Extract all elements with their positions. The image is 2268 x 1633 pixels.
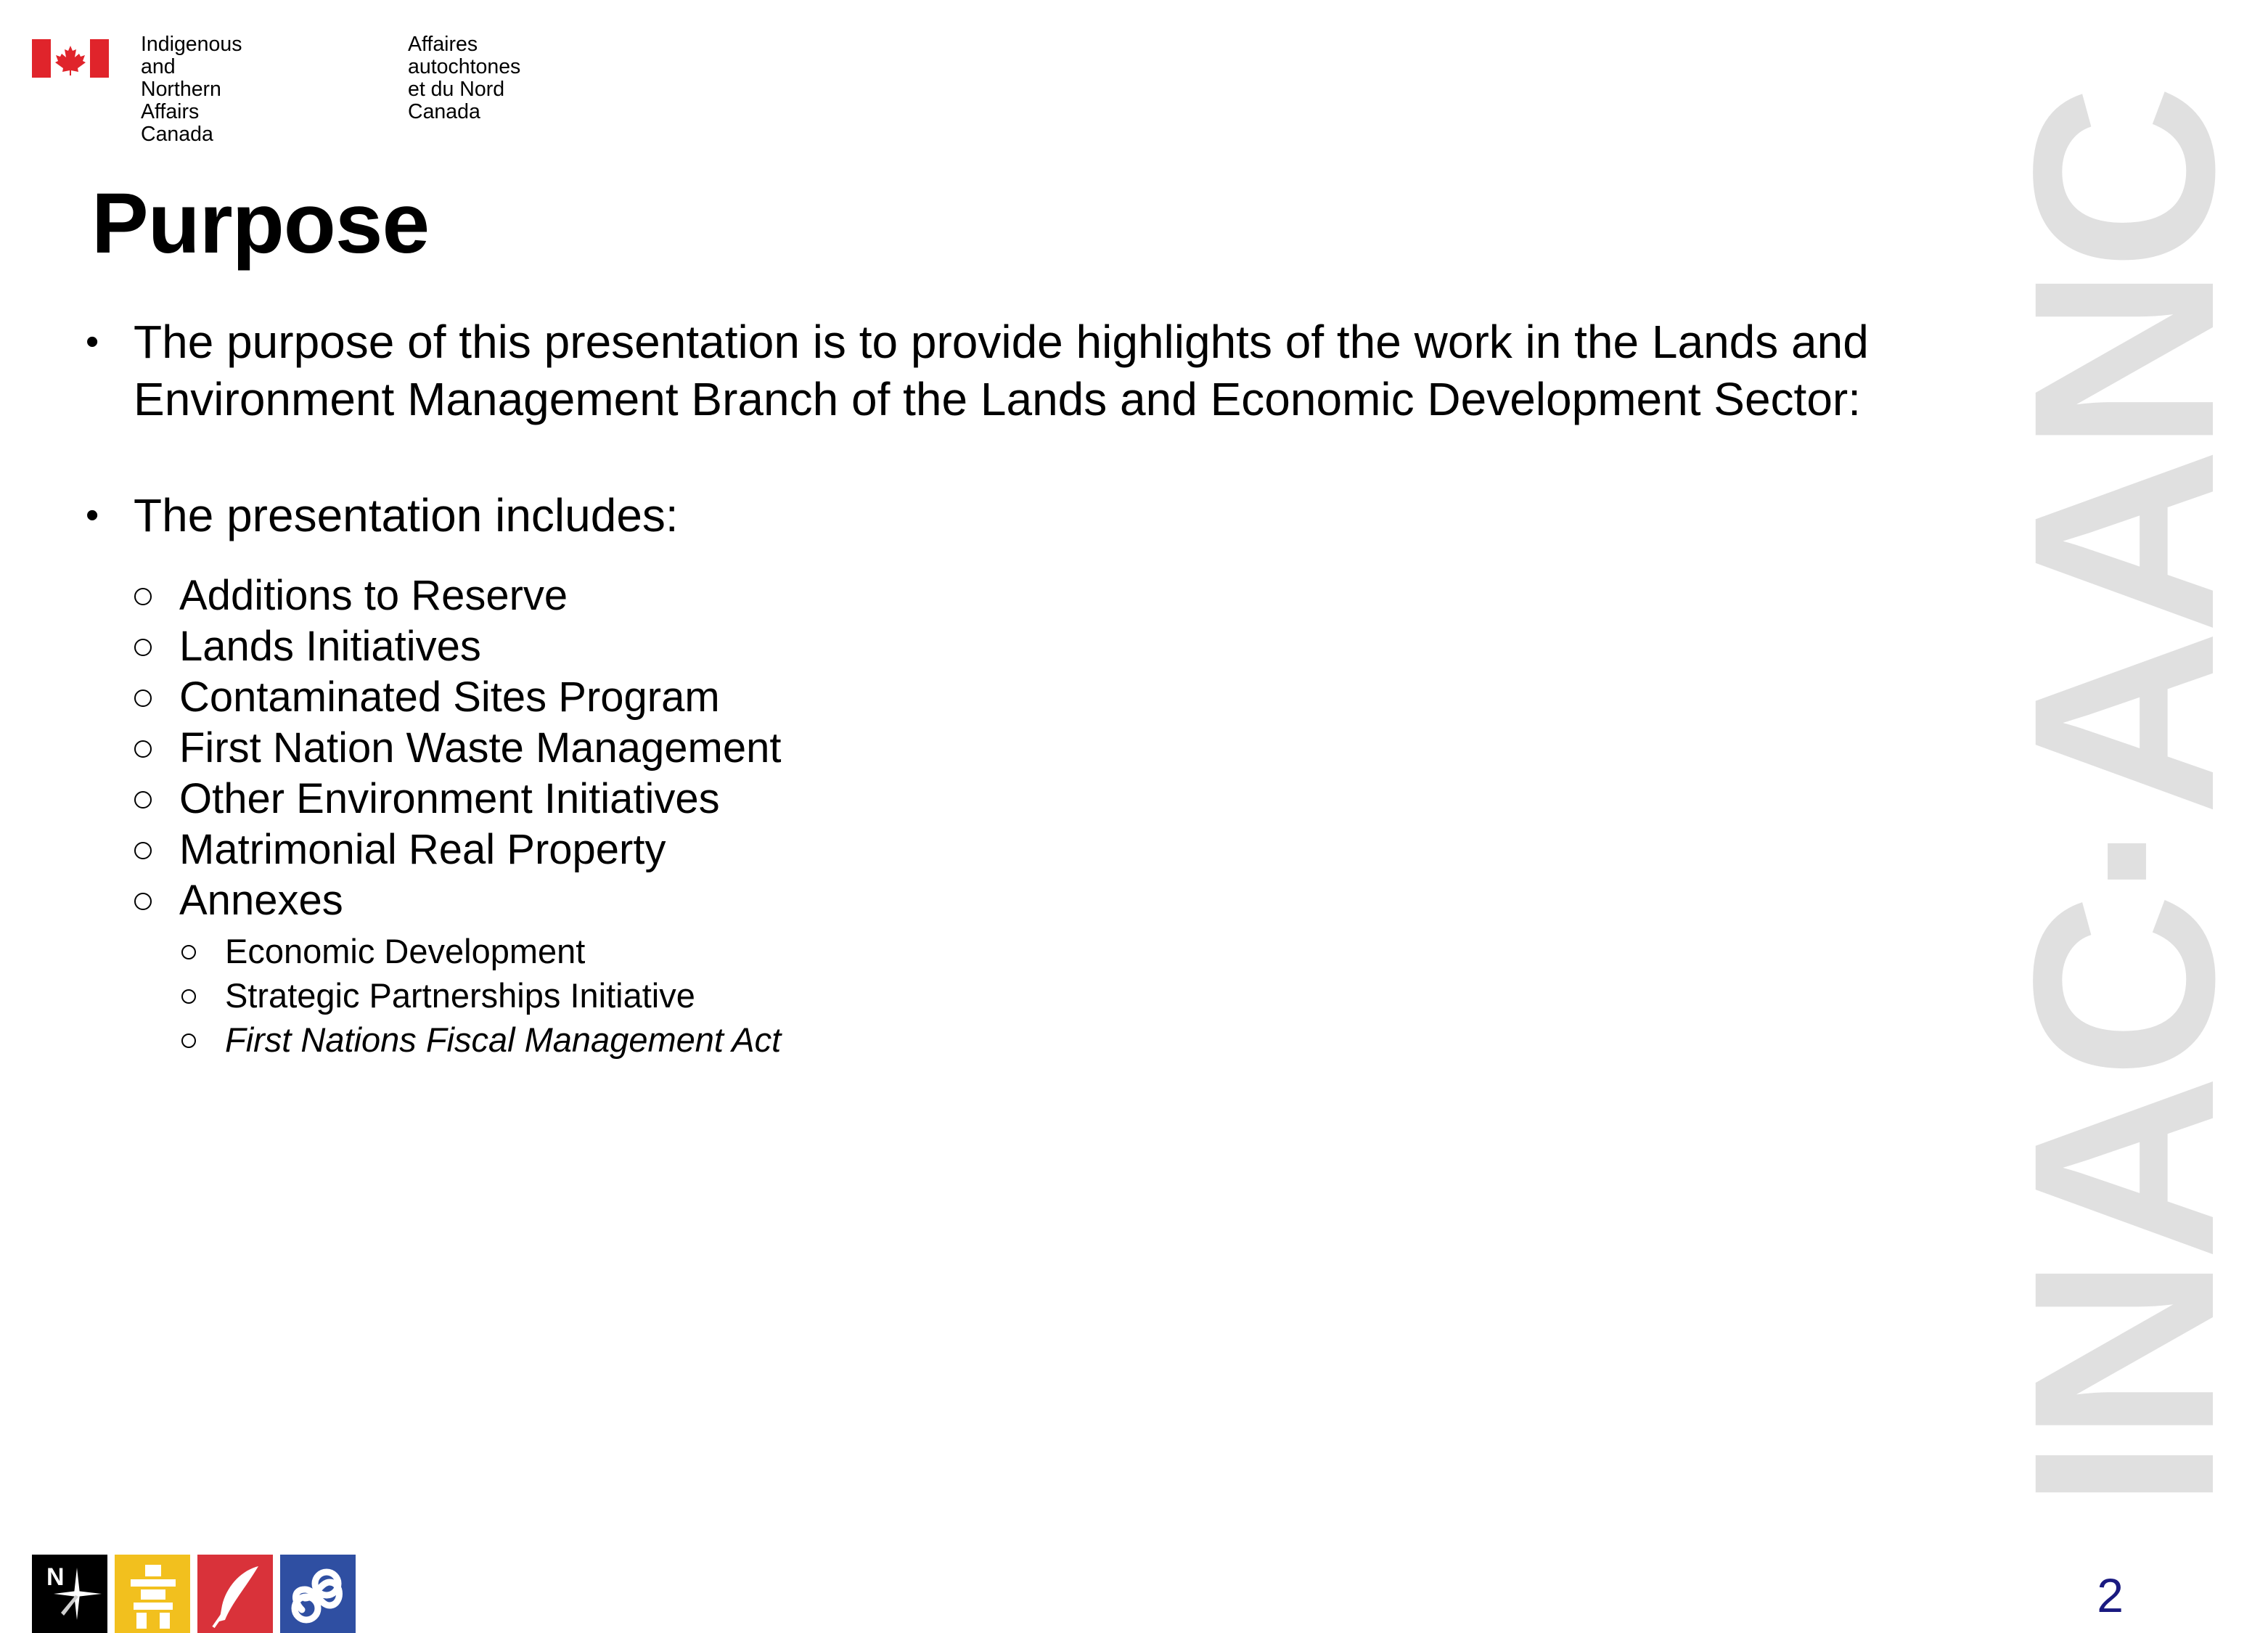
bullet-text: The purpose of this presentation is to provide highlights of the work in the Lands and Environment Management Branch of the Lands and Economic Development Sector: [134,316,1869,425]
slide-title: Purpose [91,176,430,271]
hollow-circle-icon [181,945,196,959]
list-item-label: Contaminated Sites Program [179,674,720,721]
includes-list [133,570,782,926]
list-item [180,929,781,973]
bullet-dot-icon: • [86,321,99,363]
list-item-label: Matrimonial Real Property [179,826,666,873]
list-item-label: Strategic Partnerships Initiative [225,976,695,1015]
hollow-circle-icon [134,791,152,809]
bullet-text: The presentation includes: [134,489,679,541]
list-item [180,973,781,1018]
inac-aanc-watermark: INAC·AANC [1981,89,2268,1510]
list-item [133,723,782,774]
list-item [133,672,782,723]
list-item [133,621,782,672]
bullet-includes [86,487,1987,544]
list-item [180,1018,781,1062]
inukshuk-icon [115,1555,190,1633]
svg-text:N: N [46,1563,65,1591]
bullet-purpose [86,314,1987,428]
department-name-fr: Affaires autochtones et du Nord Canada [408,33,521,123]
list-item [133,824,782,875]
list-item-label: Additions to Reserve [179,572,568,619]
list-item [133,570,782,621]
bullet-dot-icon: • [86,494,99,536]
hollow-circle-icon [134,588,152,605]
page-number: 2 [2097,1568,2124,1622]
list-item-label: First Nations Fiscal Management Act [225,1020,782,1059]
hollow-circle-icon [181,1034,196,1048]
list-item-label: Annexes [179,877,343,924]
hollow-circle-icon [134,893,152,910]
annex-list [180,929,781,1062]
department-name-en: Indigenous and Northern Affairs Canada [141,33,242,146]
infinity-icon [280,1555,356,1633]
list-item-label: First Nation Waste Management [179,724,782,772]
feather-icon [197,1555,273,1633]
hollow-circle-icon [134,740,152,758]
hollow-circle-icon [134,689,152,707]
canada-flag-icon [32,39,109,78]
list-item-label: Other Environment Initiatives [179,775,720,822]
list-item [133,875,782,926]
hollow-circle-icon [181,989,196,1004]
compass-north-icon [32,1555,107,1633]
hollow-circle-icon [134,842,152,859]
list-item [133,774,782,824]
list-item-label: Lands Initiatives [179,623,481,670]
list-item-label: Economic Development [225,932,586,970]
hollow-circle-icon [134,639,152,656]
